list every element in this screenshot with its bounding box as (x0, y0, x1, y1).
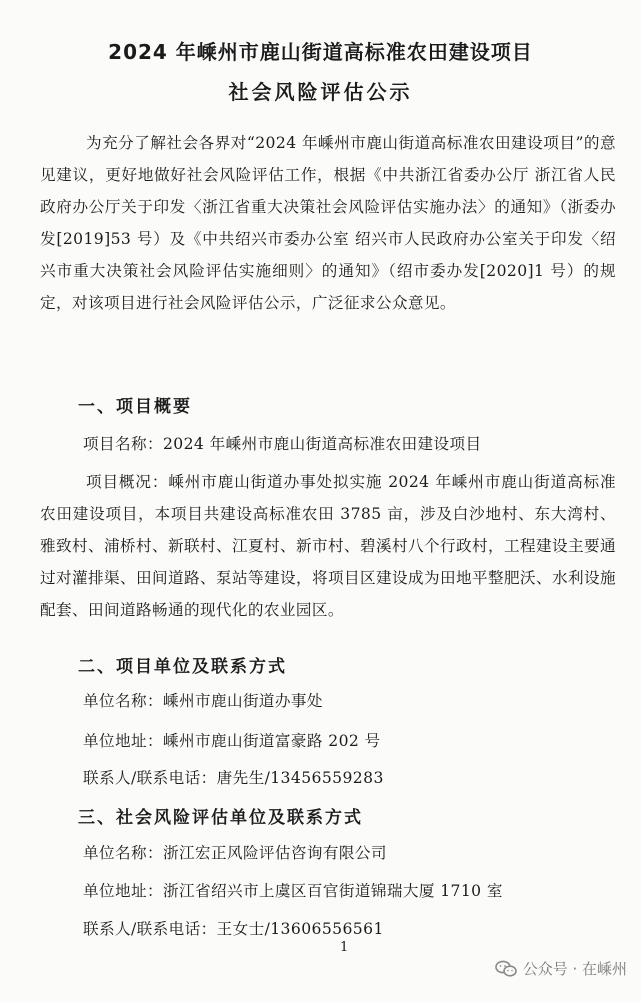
intro-paragraph: 为充分了解社会各界对“2024 年嵊州市鹿山街道高标准农田建设项目”的意见建议，更好地做好社会风险评估工作，根据《中共浙江省委办公厅 浙江省人民政府办公厅关于印发〈浙江省重大决策社会风险评估实施办法〉的通知》（浙委办发[2019]53 号）及《中共绍兴市委办公室 绍兴市人民政府办公室关于印发〈绍兴市重大决策社会风险评估实施细则〉的通知》（绍市委办发[2020]1 号）的规定，对该项目进行社会风险评估公示，广泛征求公众意见。 (40, 134, 616, 312)
section3-heading: 三、社会风险评估单位及联系方式 (78, 808, 363, 828)
page-number: 1 (340, 940, 349, 955)
watermark-text: 公众号 · 在嵊州 (522, 960, 627, 978)
wechat-icon (495, 960, 517, 978)
watermark (495, 958, 627, 979)
page-title-line2: 社会风险评估公示 (228, 80, 413, 104)
section2-heading: 二、项目单位及联系方式 (78, 657, 287, 677)
assessor-contact-line: 联系人/联系电话：王女士/13606556561 (83, 920, 384, 938)
assessor-name-line: 单位名称：浙江宏正风险评估咨询有限公司 (83, 844, 387, 862)
assessor-address-line: 单位地址：浙江省绍兴市上虞区百官街道锦瑞大厦 1710 室 (83, 882, 503, 900)
project-overview-paragraph: 项目概况：嵊州市鹿山街道办事处拟实施 2024 年嵊州市鹿山街道高标准农田建设项目，本项目共建设高标准农田 3785 亩，涉及白沙地村、东大湾村、雅致村、浦桥村、新联村、江夏村、新市村、碧溪村八个行政村，工程建设主要通过对灌排渠、田间道路、泵站等建设，将项目区建设成为田地平整肥沃、水利设施配套、田间道路畅通的现代化的农业园区。 (40, 473, 616, 619)
unit-address-line: 单位地址：嵊州市鹿山街道富豪路 202 号 (83, 732, 381, 750)
contact-line: 联系人/联系电话：唐先生/13456559283 (83, 769, 384, 787)
project-name-line: 项目名称：2024 年嵊州市鹿山街道高标准农田建设项目 (83, 435, 482, 453)
unit-name-line: 单位名称：嵊州市鹿山街道办事处 (83, 692, 323, 710)
section1-heading: 一、项目概要 (78, 397, 192, 417)
page-title-line1: 2024 年嵊州市鹿山街道高标准农田建设项目 (108, 40, 533, 64)
